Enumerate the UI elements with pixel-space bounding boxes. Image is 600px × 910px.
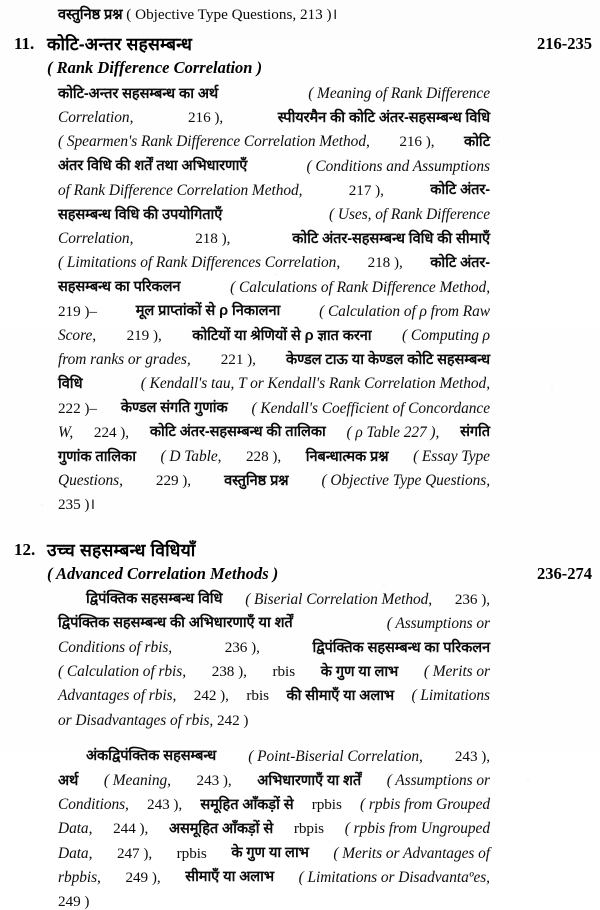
page-number-text: 218 ), — [195, 230, 231, 248]
chapter-number: 11. — [14, 34, 35, 53]
english-term: Data, — [58, 820, 93, 838]
english-term: or Disadvantages of rbis, — [58, 711, 214, 729]
english-term: rbpbis, — [58, 868, 101, 886]
hindi-text: कोटि अंतर- — [430, 254, 490, 271]
chapter-title-english: ( Rank Difference Correlation ) — [47, 58, 263, 77]
toc-body-line — [58, 846, 490, 861]
english-term: ( Calculation of ρ from Raw — [319, 302, 490, 320]
hindi-text: के गुण या लाभ — [320, 663, 399, 680]
english-term: ( Merits or Advantages of — [333, 844, 490, 862]
toc-body-line — [58, 207, 490, 222]
english-term: ( Essay Type — [413, 448, 490, 465]
english-term: ( Computing ρ — [402, 327, 490, 344]
toc-body-line — [58, 255, 490, 270]
english-term: ( rpbis from Ungrouped — [344, 820, 490, 838]
page-number-text: 249 ), — [125, 868, 161, 886]
hindi-text: द्विपंक्तिक सहसम्बन्ध का परिकलन — [312, 639, 490, 656]
english-term: from ranks or grades, — [58, 351, 191, 369]
toc-body-line — [58, 231, 490, 246]
toc-body-line — [58, 134, 490, 149]
hindi-text: कोटि — [464, 133, 490, 150]
toc-body-line — [58, 183, 490, 198]
page-number-text: 243 ), — [454, 747, 490, 765]
page-number-text: 243 ), — [196, 772, 232, 789]
hindi-text: के गुण या लाभ — [231, 845, 309, 862]
english-term: ( Limitations — [411, 687, 490, 705]
hindi-text: अर्थ — [58, 772, 79, 789]
page-number-text: 242 ) — [216, 711, 249, 729]
page-number-text: 249 ) — [58, 893, 90, 910]
english-term: ( Spearmen's Rank Difference Correlation Method, — [58, 133, 370, 151]
hindi-text: मूल प्राप्तांकों से ρ निकालना — [135, 303, 281, 320]
toc-body-line — [58, 773, 490, 788]
page-number-text: 219 )– — [58, 302, 97, 320]
hindi-text: कोटि-अन्तर सहसम्बन्ध का अर्थ — [58, 85, 219, 102]
english-term: Advantages of rbis, — [58, 687, 177, 705]
english-term: ( Limitations of Rank Differences Correlation, — [58, 254, 341, 272]
hindi-text: केण्डल टाऊ या केण्डल कोटि सहसम्बन्ध — [286, 351, 490, 368]
hindi-text: सीमाएँ या अलाभ — [185, 869, 274, 886]
hindi-text: अंतर विधि की शर्तें तथा अभिधारणाएँ — [58, 158, 248, 175]
hindi-text: समूहित आँकड़ों से — [200, 796, 294, 813]
toc-body-line — [58, 159, 490, 174]
hindi-text: वस्तुनिष्ठ प्रश्न — [58, 7, 123, 23]
chapter-title-hindi[interactable]: उच्च सहसम्बन्ध विधियाँ — [47, 539, 196, 560]
hindi-text: निबन्धात्मक प्रश्न — [305, 448, 389, 465]
hindi-text: असमूहित आँकड़ों से — [168, 820, 274, 837]
chapter-title-hindi[interactable]: कोटि-अन्तर सहसम्बन्ध — [47, 34, 193, 54]
english-term: Correlation, — [58, 230, 134, 248]
english-term: ( Assumptions or — [386, 772, 490, 789]
english-term: ( Meaning, — [103, 772, 171, 789]
hindi-text: अंकद्विपंक्तिक सहसम्बन्ध — [86, 748, 217, 765]
toc-body-line — [58, 797, 490, 812]
toc-body-line — [58, 473, 490, 488]
hindi-text: सहसम्बन्ध का परिकलन — [58, 279, 181, 296]
toc-body-line — [58, 616, 490, 631]
english-term: of Rank Difference Correlation Method, — [58, 181, 303, 199]
chapter-page-range: 236-274 — [537, 563, 592, 583]
english-term: ( Calculation of rbis, — [58, 663, 187, 681]
english-term: ( Uses, of Rank Difference — [329, 206, 490, 223]
toc-body-line — [58, 328, 490, 343]
english-term: Score, — [58, 327, 97, 344]
toc-body-line — [58, 640, 490, 655]
page-number-text: 216 ), — [399, 133, 435, 151]
toc-body-line — [58, 86, 490, 101]
english-term: ( rpbis from Grouped — [360, 796, 490, 814]
hindi-text: गुणांक तालिका — [58, 448, 136, 465]
english-term: ( Biserial Correlation Method, — [245, 590, 433, 608]
toc-body-line — [58, 304, 490, 319]
toc-body-line — [58, 688, 490, 703]
toc-body-line — [58, 425, 490, 440]
page-number-text: 219 ), — [126, 327, 162, 344]
page-number-text: 243 ), — [147, 796, 183, 814]
page-number-text: 242 ), — [193, 687, 229, 705]
english-term: ( Objective Type Questions, 213 )। — [126, 6, 338, 23]
english-term: ( Assumptions or — [386, 614, 490, 632]
english-term: ( Merits or — [423, 663, 490, 681]
chapter-page-range: 216-235 — [537, 34, 592, 53]
page-number-text: rpbis — [176, 844, 207, 862]
page-number-text: 217 ), — [348, 181, 384, 199]
english-term: ( Conditions and Assumptions — [306, 157, 490, 175]
english-term: ( Calculations of Rank Difference Method, — [230, 278, 490, 296]
hindi-text: कोटि अंतर-सहसम्बन्ध विधि की सीमाएँ — [292, 230, 490, 247]
toc-body-line — [58, 376, 490, 391]
toc-body-line — [58, 352, 490, 367]
hindi-text: सहसम्बन्ध विधि की उपयोगिताएँ — [58, 206, 223, 223]
english-term: Correlation, — [58, 109, 134, 127]
page-number-text: 229 ), — [155, 472, 192, 490]
page-number-text: 222 )– — [58, 399, 97, 417]
page-number-text: rbis — [272, 663, 296, 681]
english-term: ( Limitations or Disadvantaºes, — [298, 868, 490, 886]
english-term: Questions, — [58, 472, 123, 490]
toc-body-line — [58, 894, 490, 909]
english-term: W, — [58, 423, 74, 441]
hindi-text: स्पीयरमैन की कोटि अंतर-सहसम्बन्ध विधि — [277, 109, 490, 126]
chapter-title-english: ( Advanced Correlation Methods ) — [47, 563, 279, 583]
page-number-text: 221 ), — [220, 351, 256, 369]
hindi-text: अभिधारणाएँ या शर्तें — [257, 772, 362, 789]
page-number-text: 236 ), — [454, 590, 490, 608]
continued-entry-line — [58, 4, 337, 24]
toc-body-line — [58, 870, 490, 885]
hindi-text: द्विपंक्तिक सहसम्बन्ध की अभिधारणाएँ या शर्तें — [58, 615, 293, 632]
toc-body-line — [86, 592, 490, 607]
hindi-text: कोटि अंतर-सहसम्बन्ध की तालिका — [149, 424, 326, 441]
english-term: ( D Table, — [160, 448, 222, 465]
hindi-text: कोटियों या श्रेणियों से ρ ज्ञात करना — [192, 327, 372, 344]
toc-body-line — [58, 449, 490, 464]
english-term: Conditions, — [58, 796, 129, 814]
english-term: ( Objective Type Questions, — [321, 472, 490, 490]
english-term: ( Kendall's tau, T or Kendall's Rank Correlation Method, — [140, 375, 490, 393]
hindi-text: द्विपंक्तिक सहसम्बन्ध विधि — [86, 591, 223, 608]
page-number-text: 236 ), — [224, 639, 260, 656]
page-number-text: rbis — [246, 687, 269, 705]
toc-body-line — [58, 280, 490, 295]
english-term: ( Kendall's Coefficient of Concordance — [251, 399, 490, 417]
english-term: Conditions of rbis, — [58, 639, 173, 656]
page-number-text: rbpis — [293, 820, 325, 838]
english-term: Data, — [58, 844, 93, 862]
page-number-text: rpbis — [311, 796, 342, 814]
page-number-text: 228 ), — [246, 448, 282, 465]
toc-body-line — [58, 664, 490, 679]
toc-body-line — [58, 821, 490, 836]
toc-body-line — [58, 110, 490, 125]
hindi-text: विधि — [58, 375, 83, 392]
toc-body-line — [58, 497, 490, 512]
hindi-text: केण्डल संगति गुणांक — [120, 400, 228, 417]
hindi-text: संगति — [460, 424, 490, 441]
page-number-text: 238 ), — [211, 663, 247, 681]
page-number-text: 216 ), — [187, 109, 224, 127]
toc-body-line — [86, 749, 490, 764]
page-number-text: 244 ), — [113, 820, 149, 838]
chapter-number: 12. — [14, 539, 36, 559]
hindi-text: वस्तुनिष्ठ प्रश्न — [224, 472, 289, 489]
english-term: ( ρ Table 227 ), — [346, 423, 440, 441]
hindi-text: कोटि अंतर- — [430, 182, 490, 199]
page-number-text: 235 )। — [58, 496, 96, 514]
english-term: ( Point-Biserial Correlation, — [248, 747, 423, 765]
toc-body-line — [58, 713, 490, 728]
english-term: ( Meaning of Rank Difference — [308, 85, 490, 102]
page-number-text: 224 ), — [93, 423, 130, 441]
hindi-text: की सीमाएँ या अलाभ — [286, 687, 395, 704]
page-number-text: 218 ), — [367, 254, 403, 272]
page-number-text: 247 ), — [116, 844, 153, 862]
toc-body-line — [58, 401, 490, 416]
